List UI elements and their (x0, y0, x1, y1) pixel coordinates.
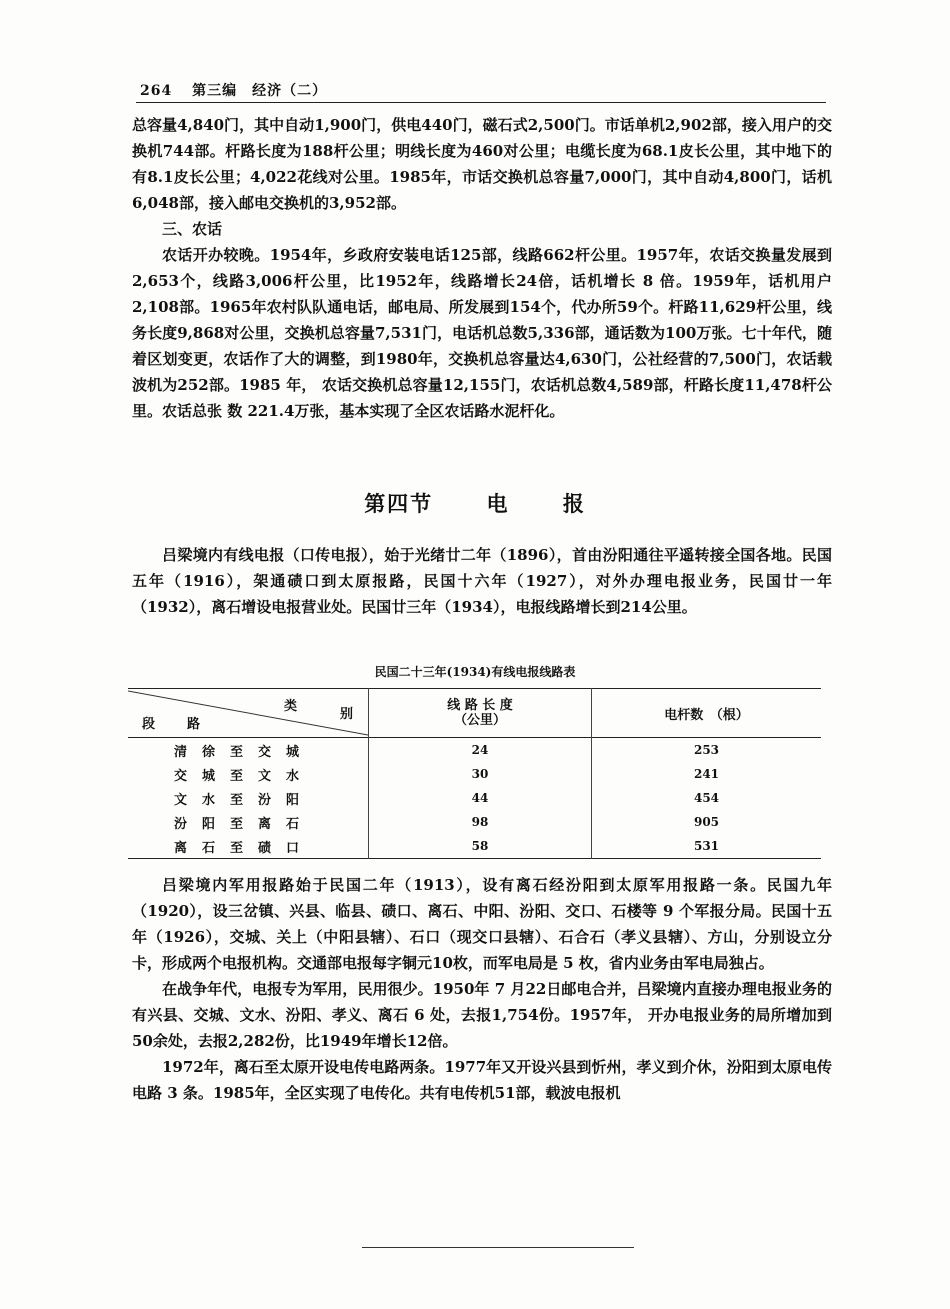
table-row (128, 786, 821, 810)
poles-cell: 531 (693, 839, 720, 853)
table-row (128, 834, 821, 859)
route-cell: 文水至汾阳 (128, 786, 369, 810)
header-rule (136, 102, 826, 103)
poles-cell: 241 (693, 767, 720, 781)
route-cell: 汾阳至离石 (128, 810, 369, 834)
table-diagonal-header (128, 689, 369, 738)
header-line-length-unit: （公里） (453, 713, 506, 728)
length-cell: 58 (369, 834, 592, 859)
page-number: 264 (140, 83, 173, 99)
running-title: 第三编 经济（二） (192, 83, 328, 99)
paragraph-city-phone: 总容量4,840门，其中自动1,900门，供电440门，磁石式2,500门。市话单机2,902部，接入用户的交换机744部。杆路长度为188杆公里；明线长度为460对公里；电缆长度为68.1皮长公里，其中地下的有8.1皮长公里；4,022花线对公里。1985年，市话交换机总容量7,000门，其中自动4,800门，话机6,048部，接入邮电交换机的3,952部。 (132, 116, 832, 212)
paragraph-teletype: 1972年，离石至太原开设电传电路两条。1977年又开设兴县到忻州，孝义到介休，汾阳到太原电传电路 3 条。1985年，全区实现了电传化。共有电传机51部，载波电报机 (132, 1058, 832, 1102)
length-cell: 30 (369, 762, 592, 786)
section-title-char-1: 电 (486, 491, 510, 516)
route-cell: 清徐至交城 (128, 738, 369, 763)
section-number: 第四节 (364, 491, 434, 516)
route-cell: 交城至文水 (128, 762, 369, 786)
length-cell: 98 (369, 810, 592, 834)
header-route-label: 段路 (142, 717, 233, 732)
header-line-length (369, 689, 592, 738)
text-block-telephone (132, 112, 832, 424)
paragraph-military-telegraph: 吕梁境内军用报路始于民国二年（1913），设有离石经汾阳到太原军用报路一条。民国九年（1920），设三岔镇、兴县、临县、碛口、离石、中阳、汾阳、交口、石楼等 9 个军报分局。民国十五年（1926），交城、关上（中阳县辖）、石口（现交口县辖）、石合石（孝义县辖）、方山，分别设立分卡，形成两个电报机构。交通部电报每字铜元10枚，而军电局是 5 枚，省内业务由军电局独占。 (132, 876, 832, 972)
header-line-length-title: 线 路 长 度 (447, 698, 513, 713)
paragraph-rural-phone: 农话开办较晚。1954年，乡政府安装电话125部，线路662杆公里。1957年，农话交换量发展到2,653个，线路3,006杆公里，比1952年，线路增长24倍，话机增长 8 倍。1959年，话机用户2,108部。1965年农村队队通电话，邮电局、所发展到154个，代办所59个。杆路11,629杆公里，线务长度9,868对公里，交换机总容量7,531门，电话机总数5,336部，通话数为100万张。七十年代，随着区划变更，农话作了大的调整，到1980年，交换机总容量达4,630门，公社经营的7,500门，农话载波机为252部。1985 年， 农话交换机总容量12,155门，农话机总数4,589部，杆路长度11,478杆公里。农话总张 数 221.4万张，基本实现了全区农话路水泥杆化。 (132, 246, 832, 420)
table-caption: 民国二十三年(1934)有线电报线路表 (374, 665, 576, 679)
paragraph-wartime-telegraph: 在战争年代，电报专为军用，民用很少。1950年 7 月22日邮电合并，吕梁境内直接办理电报业务的有兴县、交城、文水、汾阳、孝义、离石 6 处，去报1,754份。1957年， 开办电报业务的局所增加到50余处，去报2,282份，比1949年增长12倍。 (132, 980, 832, 1050)
header-category-label-2: 别 (340, 707, 354, 722)
table-row (128, 738, 821, 763)
footer-rule (362, 1247, 634, 1248)
length-cell: 24 (369, 738, 592, 763)
table-row (128, 810, 821, 834)
text-block-telegraph-intro (132, 542, 832, 620)
telegraph-line-table (128, 688, 821, 859)
header-category-label: 类 (284, 699, 312, 714)
header-pole-count: 电杆数 （根） (664, 707, 749, 723)
subheading-rural-phone: 三、农话 (162, 220, 223, 238)
route-cell: 离石至碛口 (128, 834, 369, 859)
running-header (140, 80, 830, 100)
paragraph-telegraph-origin: 吕梁境内有线电报（口传电报），始于光绪廿二年（1896），首由汾阳通往平遥转接全国各地。民国五年（1916），架通碛口到太原报路，民国十六年（1927），对外办理电报业务，民国廿一年（1932），离石增设电报营业处。民国廿三年（1934），电报线路增长到214公里。 (132, 546, 832, 616)
text-block-military-telegraph (132, 872, 832, 1106)
table-row (128, 762, 821, 786)
length-cell: 44 (369, 786, 592, 810)
poles-cell: 454 (693, 791, 720, 805)
poles-cell: 905 (693, 815, 720, 829)
section-title (0, 488, 950, 518)
poles-cell: 253 (693, 743, 720, 757)
table-header-row (128, 689, 821, 738)
section-title-char-2: 报 (562, 491, 586, 516)
